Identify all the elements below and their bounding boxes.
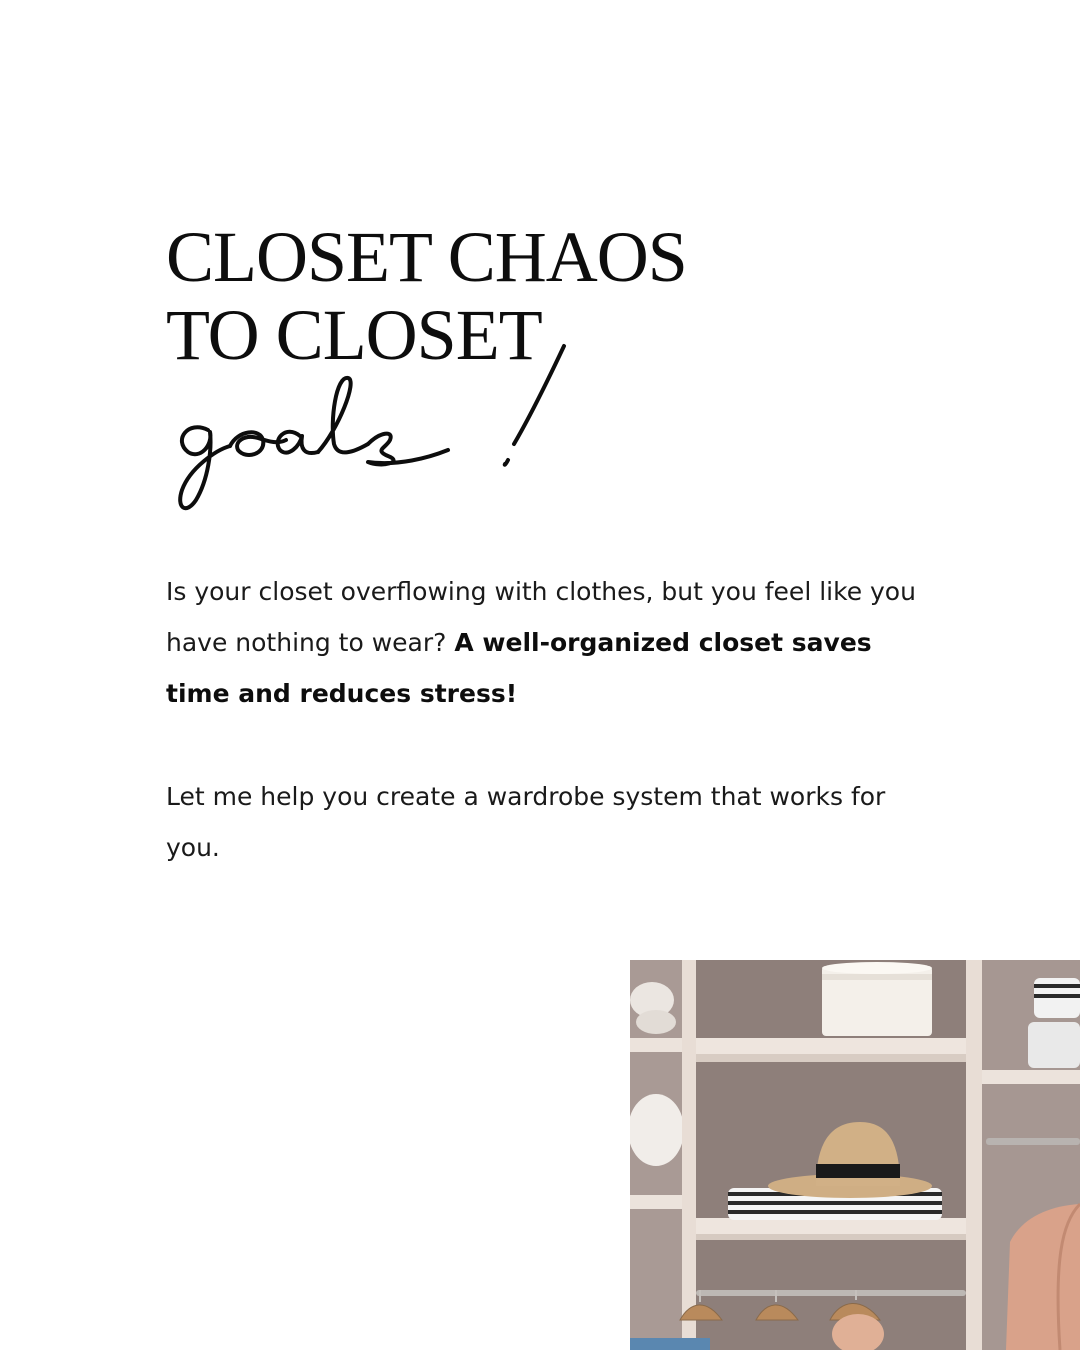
headline-line-1: CLOSET CHAOS <box>166 217 687 297</box>
closet-illustration <box>630 960 1080 1350</box>
script-goals-lettering <box>168 340 618 520</box>
headline-line-2: TO CLOSET <box>166 295 542 375</box>
closet-photo <box>630 960 1080 1350</box>
intro-bold-text: A well-organized closet saves time and reduces stress! <box>166 628 872 708</box>
script-goals <box>168 340 618 520</box>
intro-paragraph <box>166 566 926 719</box>
cta-paragraph: Let me help you create a wardrobe system that works for you. <box>166 782 886 862</box>
intro-text: Is your closet overflowing with clothes, but you feel like you have nothing to wear? <box>166 577 916 657</box>
